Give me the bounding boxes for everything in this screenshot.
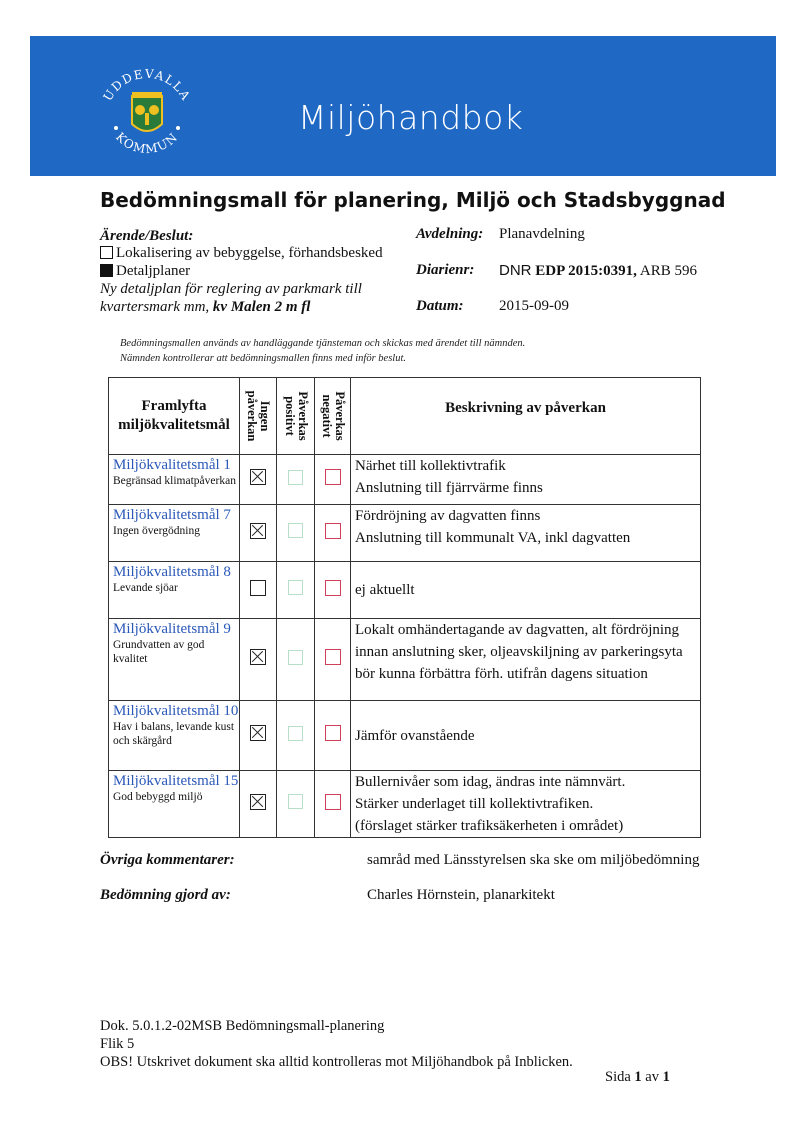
avdelning-value: Planavdelning: [499, 226, 585, 242]
goal-subtitle: Begränsad klimatpåverkan: [113, 475, 236, 487]
negative-cell: [315, 619, 351, 701]
goal-subtitle: Levande sjöar: [113, 582, 178, 594]
gjord-value: Charles Hörnstein, planarkitekt: [367, 887, 555, 903]
banner-title: Miljöhandbok: [298, 98, 524, 137]
table-row: [109, 562, 701, 619]
none-cell: [240, 562, 277, 619]
intro-text: [120, 336, 525, 366]
page-mid: av: [645, 1069, 659, 1085]
checkbox-positivt[interactable]: [288, 650, 303, 665]
positive-cell: [277, 562, 315, 619]
checkbox-negativt[interactable]: [325, 649, 341, 665]
description-cell: [351, 562, 701, 619]
description-line: ej aktuellt: [355, 582, 415, 598]
datum-label: Datum:: [416, 298, 464, 314]
header-negative: [315, 378, 351, 455]
goal-cell: [109, 562, 240, 619]
table-header-row: [109, 378, 701, 455]
goal-title: Miljökvalitetsmål 9: [113, 621, 231, 637]
ovriga-value: samråd med Länsstyrelsen ska ske om miljöbedömning: [367, 852, 700, 868]
goal-title: Miljökvalitetsmål 10: [113, 703, 239, 719]
footer-obs: OBS! Utskrivet dokument ska alltid kontrolleras mot Miljöhandbok på Inblicken.: [100, 1054, 573, 1070]
header-description: Beskrivning av påverkan: [351, 378, 701, 455]
diarienr-value: [499, 262, 697, 280]
option-detaljplaner-label: Detaljplaner: [116, 263, 191, 279]
page-prefix: Sida: [605, 1069, 631, 1085]
datum-value: 2015-09-09: [499, 298, 569, 314]
goal-title: Miljökvalitetsmål 15: [113, 773, 239, 789]
none-cell: [240, 771, 277, 838]
ovriga-label: Övriga kommentarer:: [100, 852, 235, 868]
description-line: Bullernivåer som idag, ändras inte nämnvärt.: [355, 774, 626, 790]
gjord-label: Bedömning gjord av:: [100, 887, 231, 903]
table-row: [109, 455, 701, 505]
description-cell: [351, 619, 701, 701]
description-line: Anslutning till fjärrvärme finns: [355, 480, 543, 496]
checkbox-lokalisering[interactable]: [100, 246, 113, 259]
description-cell: [351, 505, 701, 562]
description-cell: [351, 455, 701, 505]
goal-subtitle: God bebyggd miljö: [113, 791, 203, 803]
goal-title: Miljökvalitetsmål 7: [113, 507, 231, 523]
checkbox-positivt[interactable]: [288, 580, 303, 595]
negative-cell: [315, 701, 351, 771]
checkbox-positivt[interactable]: [288, 523, 303, 538]
checkbox-negativt[interactable]: [325, 469, 341, 485]
description-line: Närhet till kollektivtrafik: [355, 458, 506, 474]
checkbox-ingen-paverkan[interactable]: [250, 580, 266, 596]
checkbox-detaljplaner[interactable]: [100, 264, 113, 277]
document-title: Bedömningsmall för planering, Miljö och Stadsbyggnad: [100, 188, 726, 212]
footer: [100, 1017, 573, 1071]
checkbox-ingen-paverkan[interactable]: [250, 469, 266, 485]
description-line: (förslaget stärker trafiksäkerheten i området): [355, 818, 624, 834]
page-total: 1: [662, 1069, 670, 1085]
footer-doc: Dok. 5.0.1.2-02MSB Bedömningsmall-planering: [100, 1018, 385, 1034]
negative-cell: [315, 771, 351, 838]
positive-cell: [277, 455, 315, 505]
page-current: 1: [634, 1069, 642, 1085]
checkbox-ingen-paverkan[interactable]: [250, 649, 266, 665]
checkbox-ingen-paverkan[interactable]: [250, 523, 266, 539]
avdelning-label: Avdelning:: [416, 226, 484, 242]
table-row: [109, 505, 701, 562]
checkbox-negativt[interactable]: [325, 794, 341, 810]
checkbox-negativt[interactable]: [325, 725, 341, 741]
checkbox-negativt[interactable]: [325, 580, 341, 596]
option-detaljplaner: [100, 263, 190, 280]
goal-cell: [109, 505, 240, 562]
option-lokalisering-label: Lokalisering av bebyggelse, förhandsbesked: [116, 245, 383, 261]
goal-title: Miljökvalitetsmål 1: [113, 457, 231, 473]
assessment-table: [108, 377, 701, 838]
description-line: Stärker underlaget till kollektivtrafiken.: [355, 796, 594, 812]
checkbox-positivt[interactable]: [288, 726, 303, 741]
description-line: Lokalt omhändertagande av dagvatten, alt fördröjning innan anslutning sker, oljeavskiljning av parkeringsyta bör kunna förbättra förh. utifrån dagens situation: [355, 622, 683, 682]
checkbox-ingen-paverkan[interactable]: [250, 794, 266, 810]
checkbox-negativt[interactable]: [325, 523, 341, 539]
goal-title: Miljökvalitetsmål 8: [113, 564, 231, 580]
positive-cell: [277, 505, 315, 562]
description-line: Fördröjning av dagvatten finns: [355, 508, 541, 524]
description-cell: [351, 701, 701, 771]
positive-cell: [277, 701, 315, 771]
checkbox-positivt[interactable]: [288, 470, 303, 485]
checkbox-positivt[interactable]: [288, 794, 303, 809]
table-row: [109, 701, 701, 771]
description-line: Jämför ovanstående: [355, 727, 475, 744]
diarienr-label: Diarienr:: [416, 262, 475, 278]
diarienr-suffix: ARB 596: [639, 263, 697, 279]
header-none: [240, 378, 277, 455]
footer-flik: Flik 5: [100, 1036, 135, 1052]
goal-cell: [109, 771, 240, 838]
header-goal: Framlyfta miljökvalitetsmål: [109, 378, 240, 455]
table-row: [109, 619, 701, 701]
goal-subtitle: Grundvatten av god kvalitet: [113, 639, 205, 665]
table-row: [109, 771, 701, 838]
goal-cell: [109, 455, 240, 505]
header-negative-label: Påverkas negativt: [319, 391, 347, 441]
header-positive: [277, 378, 315, 455]
svg-text:KOMMUN: KOMMUN: [112, 129, 182, 157]
diarienr-number: EDP 2015:0391,: [535, 263, 637, 279]
goal-cell: [109, 701, 240, 771]
plan-name-bold: kv Malen 2 m fl: [212, 299, 311, 315]
negative-cell: [315, 505, 351, 562]
plan-name-text: Ny detaljplan för reglering av parkmark till kvartersmark mm,: [100, 281, 362, 315]
page-number: [605, 1069, 670, 1086]
goal-cell: [109, 619, 240, 701]
plan-name: [100, 280, 390, 316]
goal-subtitle: Hav i balans, levande kust och skärgård: [113, 721, 235, 747]
none-cell: [240, 455, 277, 505]
intro-line-2: Nämnden kontrollerar att bedömningsmallen finns med inför beslut.: [120, 353, 407, 364]
goal-subtitle: Ingen övergödning: [113, 525, 200, 537]
checkbox-ingen-paverkan[interactable]: [250, 725, 266, 741]
none-cell: [240, 505, 277, 562]
option-lokalisering: [100, 245, 383, 262]
negative-cell: [315, 455, 351, 505]
none-cell: [240, 619, 277, 701]
svg-text:UDDEVALLA: UDDEVALLA: [100, 66, 194, 104]
positive-cell: [277, 619, 315, 701]
header-positive-label: Påverkas positivt: [282, 391, 310, 441]
header-none-label: Ingen påverkan: [245, 390, 272, 442]
none-cell: [240, 701, 277, 771]
intro-line-1: Bedömningsmallen används av handläggande tjänsteman och skickas med ärendet till nämnden.: [120, 338, 526, 349]
municipality-logo: [92, 58, 202, 168]
negative-cell: [315, 562, 351, 619]
description-line: Anslutning till kommunalt VA, inkl dagvatten: [355, 530, 631, 546]
diarienr-prefix: DNR: [499, 262, 532, 279]
positive-cell: [277, 771, 315, 838]
description-cell: [351, 771, 701, 838]
arende-label: Ärende/Beslut:: [100, 228, 194, 244]
